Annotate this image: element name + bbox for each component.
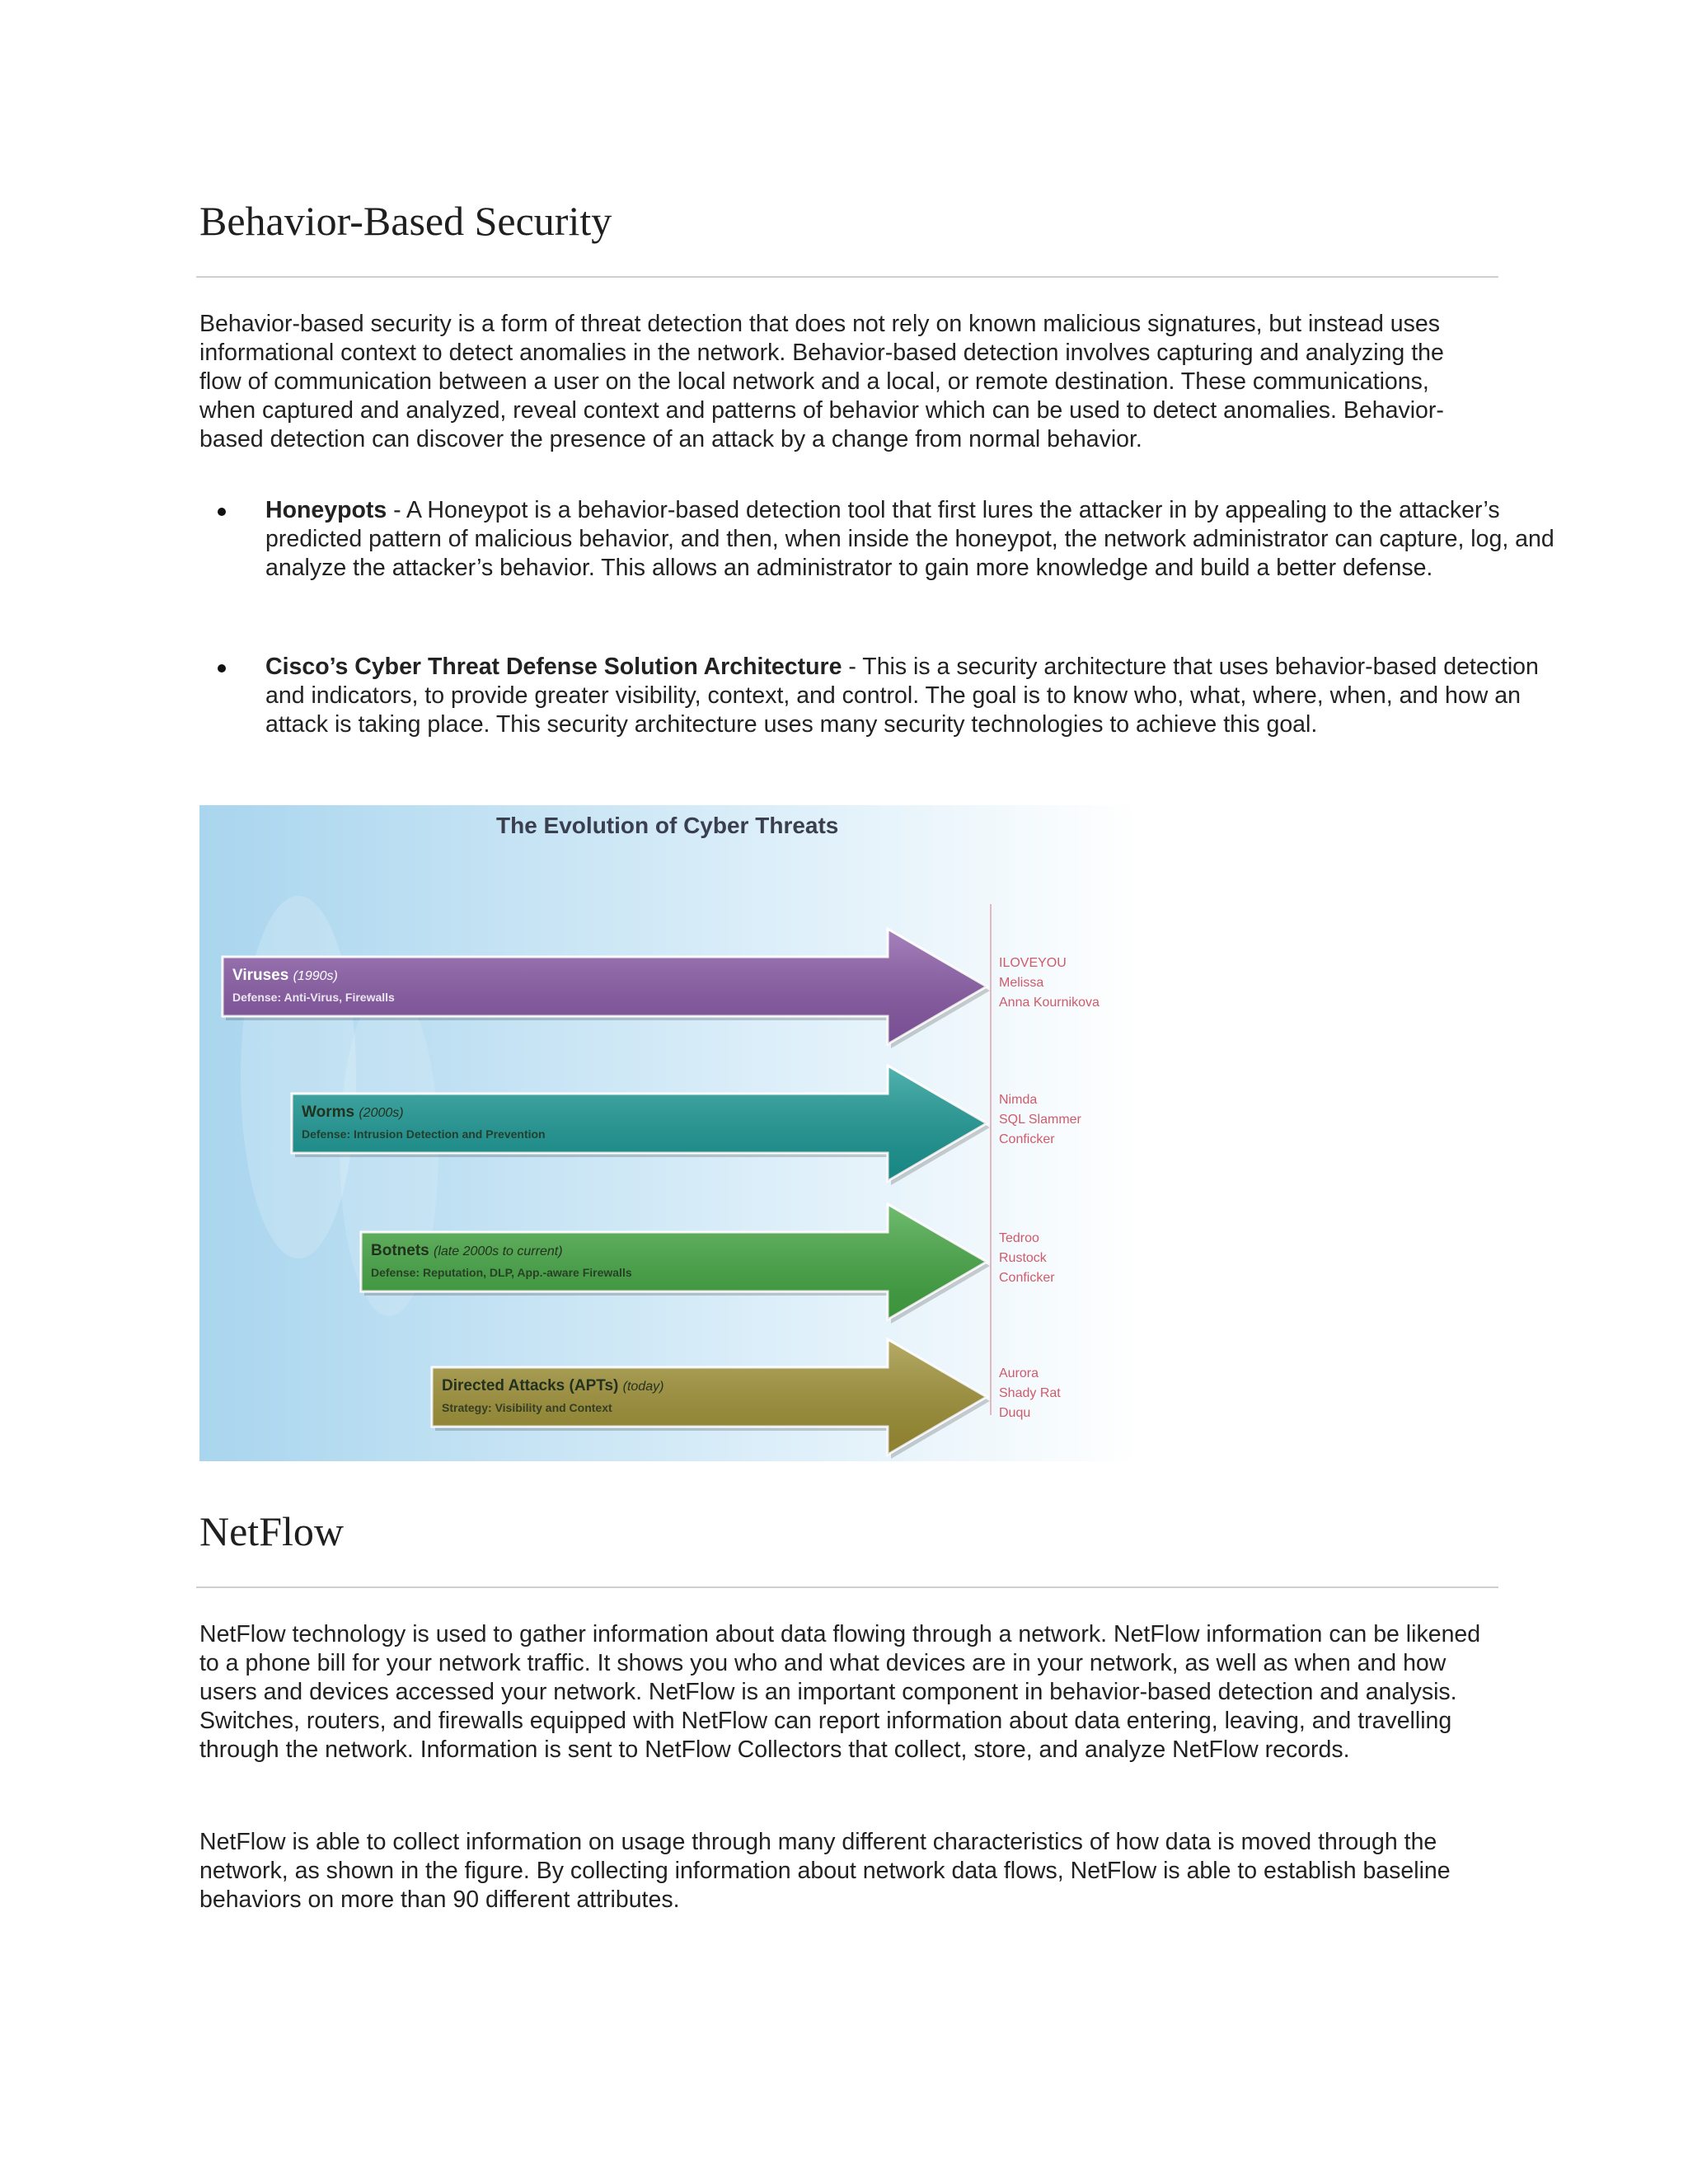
- bullet-text: A Honeypot is a behavior-based detection tool that first lures the attacker in by appealing to the attacker’s predicted pattern of malicious behavior, and then, when inside the honeypot, the network administrator can capture, log, and analyze the attacker’s behavior. This allows an administrator to gain more knowledge and build a better defense.: [265, 497, 1554, 581]
- bullet-separator: -: [387, 497, 407, 523]
- arrow-label: Worms (2000s): [302, 1104, 404, 1121]
- netflow-paragraph-2: NetFlow is able to collect information on usage through many different characteristics of how data is moved through the network, as shown in the figure. By collecting information about network data flows, NetFlow is able to establish baseline behaviors on more than 90 different attributes.: [199, 1829, 1451, 1913]
- threat-example: SQL Slammer: [999, 1113, 1081, 1127]
- arrow-sublabel: Defense: Anti-Virus, Firewalls: [232, 991, 395, 1004]
- arrow-sublabel: Defense: Intrusion Detection and Prevention: [302, 1127, 546, 1141]
- arrow-label: Botnets (late 2000s to current): [371, 1242, 563, 1259]
- threat-example: Aurora: [999, 1366, 1039, 1380]
- section-title-netflow: NetFlow: [199, 1508, 344, 1554]
- bullet-term: Cisco’s Cyber Threat Defense Solution Architecture: [265, 654, 842, 680]
- bullet-dot: [218, 664, 226, 673]
- arrow-sublabel: Strategy: Visibility and Context: [442, 1401, 612, 1414]
- bullet-term: Honeypots: [265, 497, 387, 523]
- threat-example: Duqu: [999, 1406, 1031, 1420]
- arrow-era: (2000s): [359, 1106, 404, 1120]
- figure-title: The Evolution of Cyber Threats: [496, 813, 839, 838]
- arrow-label: Viruses (1990s): [232, 967, 338, 984]
- section-divider: [196, 276, 1498, 278]
- threat-example: ILOVEYOU: [999, 956, 1067, 970]
- arrow-sublabel: Defense: Reputation, DLP, App.-aware Firewalls: [371, 1266, 632, 1279]
- netflow-paragraph-1: NetFlow technology is used to gather information about data flowing through a network. NetFlow information can be likened to a phone bill for your network traffic. It shows you who and what devices are in your network, as well as when and how users and devices accessed your network. NetFlow is an important component in behavior-based detection and analysis. Switches, routers, and firewalls equipped with NetFlow can report information about data entering, leaving, and travelling through the network. Information is sent to NetFlow Collectors that collect, store, and analyze NetFlow records.: [199, 1621, 1481, 1763]
- threat-example: Tedroo: [999, 1231, 1039, 1245]
- section-divider: [196, 1586, 1498, 1588]
- bullet-cisco-architecture: [199, 653, 1568, 739]
- arrow-era: (late 2000s to current): [434, 1244, 563, 1258]
- bullet-dot: [218, 508, 226, 516]
- threat-example: Conficker: [999, 1271, 1055, 1285]
- threat-example: Anna Kournikova: [999, 996, 1100, 1010]
- cyber-threats-figure: [199, 805, 1139, 1461]
- threat-example: Melissa: [999, 976, 1044, 990]
- section-title-behavior-based-security: Behavior-Based Security: [199, 198, 612, 244]
- arrow-era: (1990s): [293, 969, 338, 983]
- bullet-separator: -: [842, 654, 863, 680]
- threat-example: Nimda: [999, 1093, 1038, 1107]
- threat-example: Rustock: [999, 1251, 1047, 1265]
- bullet-honeypots: [199, 496, 1568, 583]
- bullet-text: This is a security architecture that uses behavior-based detection and indicators, to provide greater visibility, context, and control. The goal is to know who, what, where, when, and how an attack is taking place. This security architecture uses many security technologies to achieve this goal.: [265, 654, 1539, 738]
- arrow-label: Directed Attacks (APTs) (today): [442, 1377, 664, 1394]
- intro-paragraph: Behavior-based security is a form of threat detection that does not rely on known malicious signatures, but instead uses informational context to detect anomalies in the network. Behavior-based detection involves capturing and analyzing the flow of communication between a user on the local network and a local, or remote destination. These communications, when captured and analyzed, reveal context and patterns of behavior which can be used to detect anomalies. Behavior-based detection can discover the presence of an attack by a change from normal behavior.: [199, 311, 1444, 452]
- threat-example: Shady Rat: [999, 1386, 1061, 1400]
- threat-example: Conficker: [999, 1132, 1055, 1146]
- arrow-era: (today): [622, 1380, 664, 1394]
